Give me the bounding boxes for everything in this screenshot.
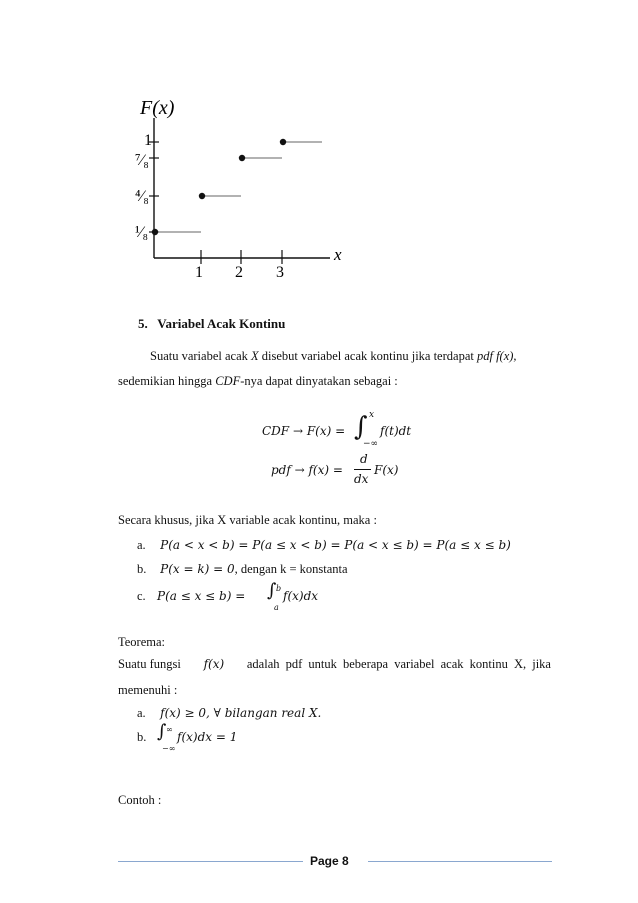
page-number: Page 8 (310, 854, 349, 868)
theorem-item-a (137, 705, 321, 721)
section-title: Variabel Acak Kontinu (157, 316, 286, 331)
intro-text-d: -nya dapat dinyatakan sebagai : (240, 374, 398, 388)
theorem-line-2: memenuhi : (118, 683, 178, 697)
theorem-item-b (137, 721, 297, 753)
special-item-c-math-pre: P(a ≤ x ≤ b) = (157, 589, 246, 603)
special-item-a-marker: a. (137, 538, 146, 552)
y-tick-1-8: ¹⁄₈ (135, 224, 149, 241)
theorem-item-b-integral: ∫ (157, 721, 167, 742)
x-tick-1: 1 (195, 264, 203, 280)
intro-text-b: disebut variabel acak kontinu jika terdapat (261, 349, 474, 363)
cdf-step-graph (118, 90, 358, 280)
x-tick-3: 3 (276, 264, 284, 280)
x-tick-2: 2 (235, 264, 243, 280)
special-item-c-math-post: f(x)dx (283, 589, 319, 603)
special-item-c-lower: a (274, 603, 279, 612)
special-item-b (137, 561, 348, 577)
theorem-func: f(x) (203, 657, 225, 671)
footer-rule-right (368, 861, 552, 862)
theorem-title: Teorema: (118, 635, 166, 649)
formula-cdf-upper: x (369, 410, 375, 420)
intro-cdf: CDF (215, 374, 241, 388)
formula-pdf-num: d (360, 452, 368, 466)
theorem-item-a-marker: a. (137, 706, 146, 720)
y-tick-1: 1 (144, 132, 152, 149)
theorem-item-a-math: f(x) ≥ 0, ∀ bilangan real X. (160, 706, 322, 720)
theorem-item-b-upper: ∞ (166, 725, 173, 734)
special-item-b-text: , dengan k = konstanta (234, 562, 348, 576)
special-item-a-math: P(a < x < b) = P(a ≤ x < b) = P(a < x ≤ b) = P(a ≤ x ≤ b) (160, 538, 511, 552)
formula-cdf-lower: −∞ (363, 439, 379, 449)
footer-rule-left (118, 861, 303, 862)
special-item-b-math: P(x = k) = 0 (160, 562, 235, 576)
section-number: 5. (138, 316, 148, 331)
theorem-item-b-math: f(x)dx = 1 (177, 730, 238, 744)
special-item-c-marker: c. (137, 589, 146, 603)
theorem-text-a: Suatu fungsi (118, 657, 181, 671)
step-point-3 (239, 155, 245, 161)
intro-text-a: Suatu variabel acak (150, 349, 248, 363)
step-point-4 (280, 139, 286, 145)
formula-cdf-rhs: f(t)dt (380, 424, 412, 438)
intro-line-1 (150, 349, 550, 364)
theorem-item-b-marker: b. (137, 730, 147, 744)
y-tick-7-8: ⁷⁄₈ (135, 152, 149, 169)
special-item-b-marker: b. (137, 562, 147, 576)
formula-pdf-den: dx (354, 472, 369, 486)
intro-line-2 (118, 374, 398, 389)
special-intro: Secara khusus, jika X variable acak kontinu, maka : (118, 513, 377, 527)
graph-x-axis-label: x (334, 245, 342, 264)
special-item-a (137, 537, 511, 553)
special-item-c-upper: b (276, 584, 282, 593)
special-item-c-integral: ∫ (267, 580, 277, 601)
theorem-line-1 (118, 657, 551, 672)
example-label: Contoh : (118, 793, 162, 807)
fraction-bar (354, 469, 371, 470)
step-point-2 (199, 193, 205, 199)
intro-pdf: pdf f(x), (476, 349, 517, 363)
intro-text-c: sedemikian hingga (118, 374, 213, 388)
graph-y-axis-label: F(x) (140, 97, 175, 119)
step-point-1 (152, 229, 158, 235)
special-item-c (137, 580, 377, 612)
formula-pdf-lhs: pdf → f(x) = (271, 463, 343, 477)
section-heading (138, 316, 285, 332)
integral-sign: ∫ (354, 412, 368, 442)
intro-var: X (251, 349, 259, 363)
theorem-text-b: adalah pdf untuk beberapa variabel acak kontinu X, jika (246, 657, 551, 671)
theorem-item-b-lower: −∞ (162, 744, 176, 753)
formula-pdf-rhs: F(x) (374, 463, 399, 477)
formula-cdf-lhs: CDF → F(x) = (262, 424, 346, 438)
y-tick-4-8: ⁴⁄₈ (135, 188, 149, 205)
